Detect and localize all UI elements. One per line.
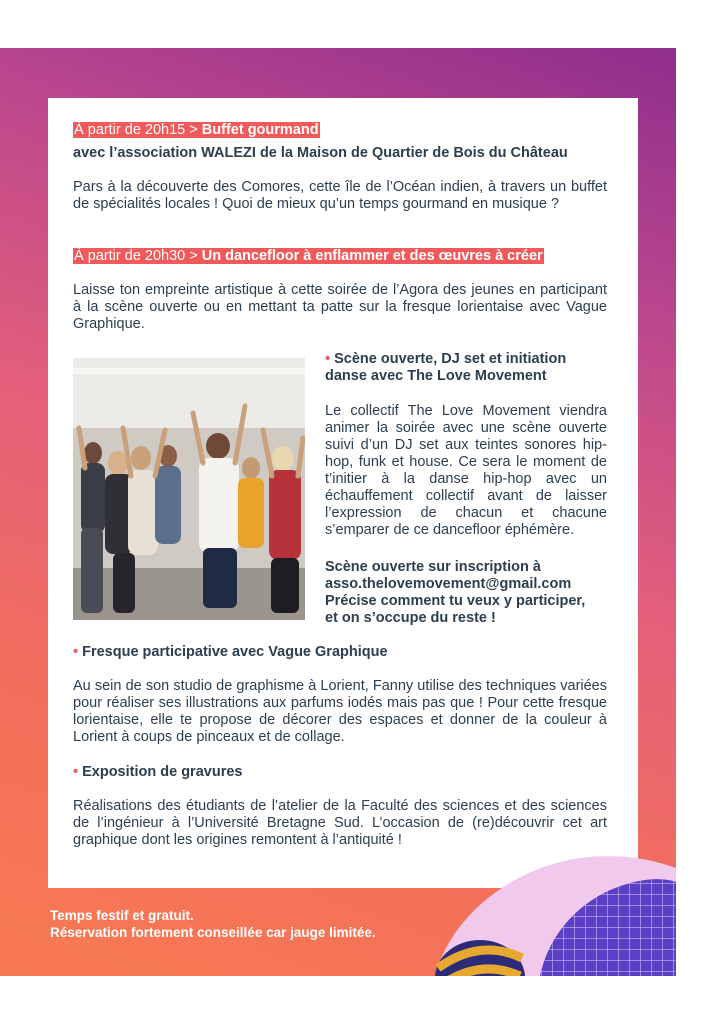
expo-title-block — [73, 764, 618, 781]
scene-title: Scène ouverte, DJ set et initiation danse avec The Love Movement — [325, 351, 567, 384]
section2-body: Laisse ton empreinte artistique à cette soirée de l’Agora des jeunes en participant à la scène ouverte ou en mettant ta patte sur la fresque lorientaise avec Vague Graphique. — [73, 282, 607, 332]
footer-line-2: Réservation fortement conseillée car jauge limitée. — [50, 925, 376, 940]
decorative-shapes — [420, 828, 676, 976]
scene-inscription-line: Scène ouverte sur inscription à — [325, 559, 541, 575]
poster-background — [0, 48, 676, 976]
section2-highlight — [73, 248, 544, 264]
section2-arrow: > — [185, 248, 202, 264]
content-card — [48, 98, 638, 888]
scene-body: Le collectif The Love Movement viendra animer la soirée avec une scène ouverte suivi d’un DJ set aux teintes sonores hip-hop, funk et house. Ce sera le moment de t’initier à la danse hip-hop avec un échauffement collectif avant de laisser l’expression de chacun et chacune s’emparer de ce dancefloor éphémère. — [325, 403, 607, 538]
section1-heading — [73, 122, 618, 139]
scene-bullet: • — [325, 351, 331, 367]
footer — [50, 907, 376, 941]
section1-title: Buffet gourmand — [201, 122, 319, 138]
expo-bullet: • — [73, 764, 79, 780]
section1-subtitle: avec l’association WALEZI de la Maison de Quartier de Bois du Château — [73, 145, 568, 161]
section1-arrow: > — [185, 122, 202, 138]
section1-highlight — [73, 122, 320, 138]
scene-note-1: Précise comment tu veux y participer, — [325, 593, 586, 609]
expo-title: Exposition de gravures — [82, 764, 243, 780]
section2-title: Un dancefloor à enflammer et des œuvres à créer — [201, 248, 543, 264]
section1-body: Pars à la découverte des Comores, cette île de l’Océan indien, à travers un buffet de spécialités locales ! Quoi de mieux qu’un temps gourmand en musique ? — [73, 179, 607, 212]
section2-heading — [73, 248, 618, 265]
scene-email[interactable]: asso.thelovemovement@gmail.com — [325, 576, 572, 592]
scene-title-block — [325, 351, 607, 385]
fresque-title: Fresque participative avec Vague Graphique — [82, 644, 388, 660]
expo-body: Réalisations des étudiants de l’atelier de la Faculté des sciences et des sciences de l’ingénieur à l’Université Bretagne Sud. L’occasion de (re)découvrir cet art graphique dont les origines remontent à l’antiquité ! — [73, 798, 607, 848]
dancers-illustration — [73, 358, 305, 620]
section2-time: À partir de 20h30 — [74, 248, 186, 264]
fresque-bullet: • — [73, 644, 79, 660]
scene-note-2: et on s’occupe du reste ! — [325, 610, 496, 626]
footer-line-1: Temps festif et gratuit. — [50, 908, 194, 923]
section1-time: À partir de 20h15 — [74, 122, 186, 138]
dance-photo — [73, 358, 305, 620]
fresque-body: Au sein de son studio de graphisme à Lorient, Fanny utilise des techniques variées pour réaliser ses illustrations aux parfums iodés mais pas que ! Pour cette fresque lorientaise, elle te propose de décorer des espaces et donner de la couleur à Lorient à coups de pinceaux et de collage. — [73, 678, 607, 745]
fresque-title-block — [73, 644, 618, 661]
